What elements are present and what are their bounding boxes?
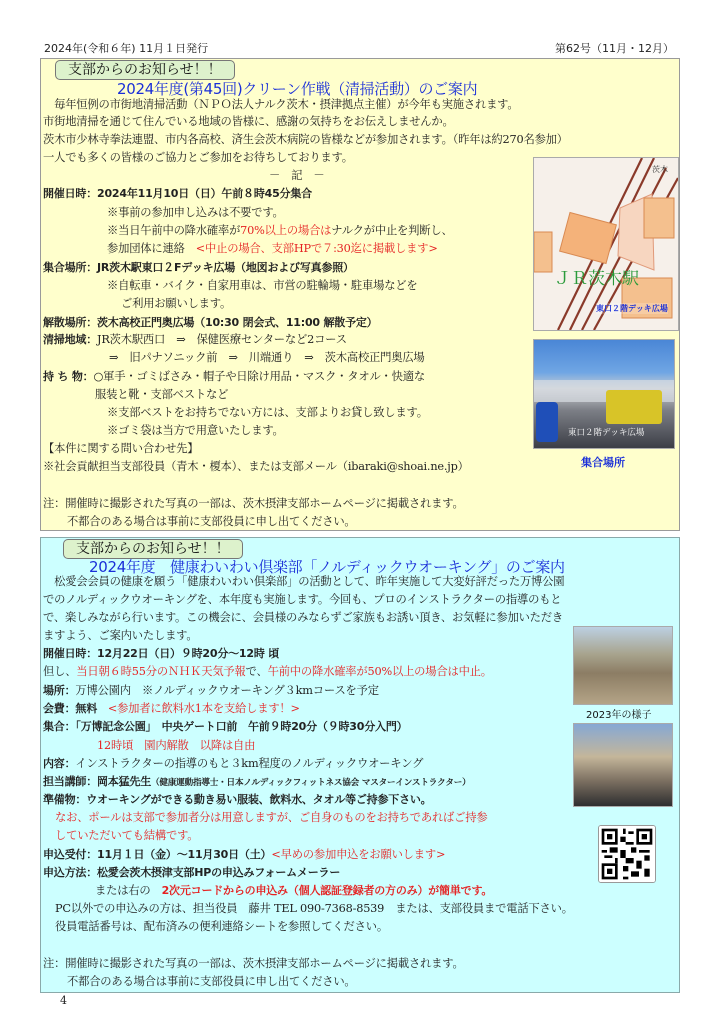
issue-date: 2024年(令和６年) 11月１日発行: [44, 42, 209, 55]
dismiss-place-row: 解散場所：茨木高校正門奥広場（10:30 閉会式、11:00 解散予定）: [43, 316, 378, 329]
preparation-row: 準備物：ウオーキングができる動き易い服装、飲料水、タオル等ご持参下さい。: [43, 793, 432, 806]
intro-line: で、楽しみながら行います。この機会に、会員様のみならずご家族もお誘い頂き、お気軽に参加いただき: [43, 611, 563, 624]
section-title: 2024年度(第45回)クリーン作戦（清掃活動）のご案内: [117, 80, 478, 98]
parking-note: ご利用お願いします。: [121, 297, 232, 310]
clean-campaign-notice: [40, 58, 680, 531]
meeting-place-caption: 集合場所: [581, 456, 625, 469]
station-map-image: [533, 157, 679, 331]
intro-line: 一人でも多くの皆様のご協力とご参加をお待ちしております。: [43, 151, 353, 164]
map-station-label: ＪＲ茨木駅: [554, 269, 639, 289]
event-date-row: 開催日時：12月22日（日）９時20分～12時 頃: [43, 647, 280, 660]
items-row: 持 ち 物：○軍手・ゴミばさみ・帽子や日除け用品・マスク・タオル・快適な: [43, 370, 425, 383]
map-deck-label: 東口２階デッキ広場: [596, 304, 668, 313]
meeting-row: 集合：「万博記念公園」 中央ゲート口前 午前９時20分（９時30分入門）: [43, 720, 408, 733]
cancel-note: 参加団体に連絡 <中止の場合、支部HPで７:30迄に掲載します>: [107, 242, 438, 255]
dismiss-note: 12時頃 園内解散 以降は自由: [97, 739, 256, 752]
meeting-place-row: 集合場所：JR茨木駅東口２Fデッキ広場（地図および写真参照）: [43, 261, 354, 274]
application-period-row: 申込受付：11月１日（金）～11月30日（土）<早めの参加申込をお願いします>: [43, 848, 446, 861]
notice-tab-label: 支部からのお知らせ！！: [55, 60, 235, 80]
map-corner-label: 茨木: [652, 165, 668, 174]
pole-note: なお、ポールは支部で参加者分は用意しますが、ご自身のものをお持ちであればご持参: [55, 811, 488, 824]
qr-code[interactable]: [598, 825, 656, 883]
items-continued: 服装と靴・支部ベストなど: [95, 388, 229, 401]
vest-shape: [536, 402, 558, 442]
photo-notice: 注：開催時に撮影された写真の一部は、茨木摂津支部ホームページに掲載されます。: [43, 497, 464, 510]
contact-heading: 【本件に関する問い合わせ先】: [43, 442, 199, 455]
section-title: 2024年度 健康わいわい倶楽部「ノルディックウオーキング」のご案内: [89, 558, 565, 576]
walking-photo-2023: [573, 626, 673, 705]
page-number: 4: [60, 994, 67, 1007]
notice-tab-label: 支部からのお知らせ！！: [63, 539, 243, 559]
cleaning-area-route: ⇒ 旧パナソニック前 ⇒ 川端通り ⇒ 茨木高校正門奥広場: [109, 351, 425, 364]
nordic-walking-notice: [40, 537, 680, 993]
ki-marker: － 記 －: [269, 169, 325, 182]
photo-caption-2023: 2023年の様子: [586, 710, 652, 721]
rain-note: ※当日午前中の降水確率が70%以上の場合はナルクが中止を判断し、: [107, 224, 453, 237]
intro-line: ますよう、ご案内いたします。: [43, 629, 198, 642]
instructor-row: 担当講師：岡本猛先生（健康運動指導士・日本ノルディックフィットネス協会 マスターインストラクター）: [43, 775, 471, 788]
issue-number: 第62号（11月・12月）: [555, 42, 674, 55]
pole-note-2: していただいても結構です。: [55, 829, 199, 842]
photo-deck-label: 東口２階デッキ広場: [568, 428, 645, 438]
event-date-row: 開催日時：2024年11月10日（日）午前８時45分集合: [43, 187, 312, 200]
bus-shape: [606, 390, 662, 424]
garbage-bag-note: ※ゴミ袋は当方で用意いたします。: [107, 424, 284, 437]
vest-note: ※支部ベストをお持ちでない方には、支部よりお貸し致します。: [107, 406, 428, 419]
place-row: 場所：万博公園内 ※ノルディックウオーキング３kmコースを予定: [43, 684, 379, 697]
east-exit-deck-photo: [533, 339, 675, 449]
photo-notice-2: 不都合のある場合は事前に支部役員に申し出てください。: [67, 975, 356, 988]
application-method-row: 申込方法：松愛会茨木摂津支部HPの申込みフォームメーラー: [43, 866, 341, 879]
intro-line: でのノルディックウオーキングを、本年度も実施します。今回も、プロのインストラクターの指導のもと: [43, 593, 562, 606]
cancel-condition: 但し、当日朝６時55分のＮＨＫ天気予報で、午前中の降水確率が50%以上の場合は中止。: [43, 665, 492, 678]
date-note: ※事前の参加申し込みは不要です。: [107, 206, 284, 219]
intro-line: 市街地清掃を通じて住んでいる地域の皆様に、感謝の気持ちをお伝えしませんか。: [43, 115, 454, 128]
intro-line: 松愛会会員の健康を願う「健康わいわい倶楽部」の活動として、昨年実施して大変好評だった万博公園: [43, 575, 565, 588]
cleaning-area-row: 清掃地域：JR茨木駅西口 ⇒ 保健医療センターなど2コース: [43, 333, 347, 346]
intro-line: 毎年恒例の市街地清掃活動（ＮＰＯ法人ナルク茨木・摂津拠点主催）が今年も実施されます。: [43, 98, 519, 111]
phone-application-note: PC以外での申込みの方は、担当役員 藤井 TEL 090-7368-8539 または、支部役員まで電話下さい。: [55, 902, 573, 915]
photo-notice: 注：開催時に撮影された写真の一部は、茨木摂津支部ホームページに掲載されます。: [43, 957, 464, 970]
qr-application-note: または右の 2次元コードからの申込み（個人認証登録者の方のみ）が簡単です。: [95, 884, 493, 897]
parking-note: ※自転車・バイク・自家用車は、市営の駐輪場・駐車場などを: [107, 279, 418, 292]
group-photo-2023: [573, 723, 673, 807]
content-row: 内容：インストラクターの指導のもと３km程度のノルディックウオーキング: [43, 757, 424, 770]
intro-line: 茨木市少林寺拳法連盟、市内各高校、済生会茨木病院の皆様などが参加されます。（昨年は約270名参加）: [43, 133, 568, 146]
contact-value: ※社会貢献担当支部役員（青木・榎本）、または支部メール（ibaraki@shoai.ne.jp）: [43, 460, 469, 473]
qr-code-icon: [599, 826, 655, 882]
photo-notice-2: 不都合のある場合は事前に支部役員に申し出てください。: [67, 515, 356, 528]
fee-row: 会費：無料 <参加者に飲料水1本を支給します！>: [43, 702, 300, 715]
phone-list-note: 役員電話番号は、配布済みの便利連絡シートを参照してください。: [55, 920, 388, 933]
